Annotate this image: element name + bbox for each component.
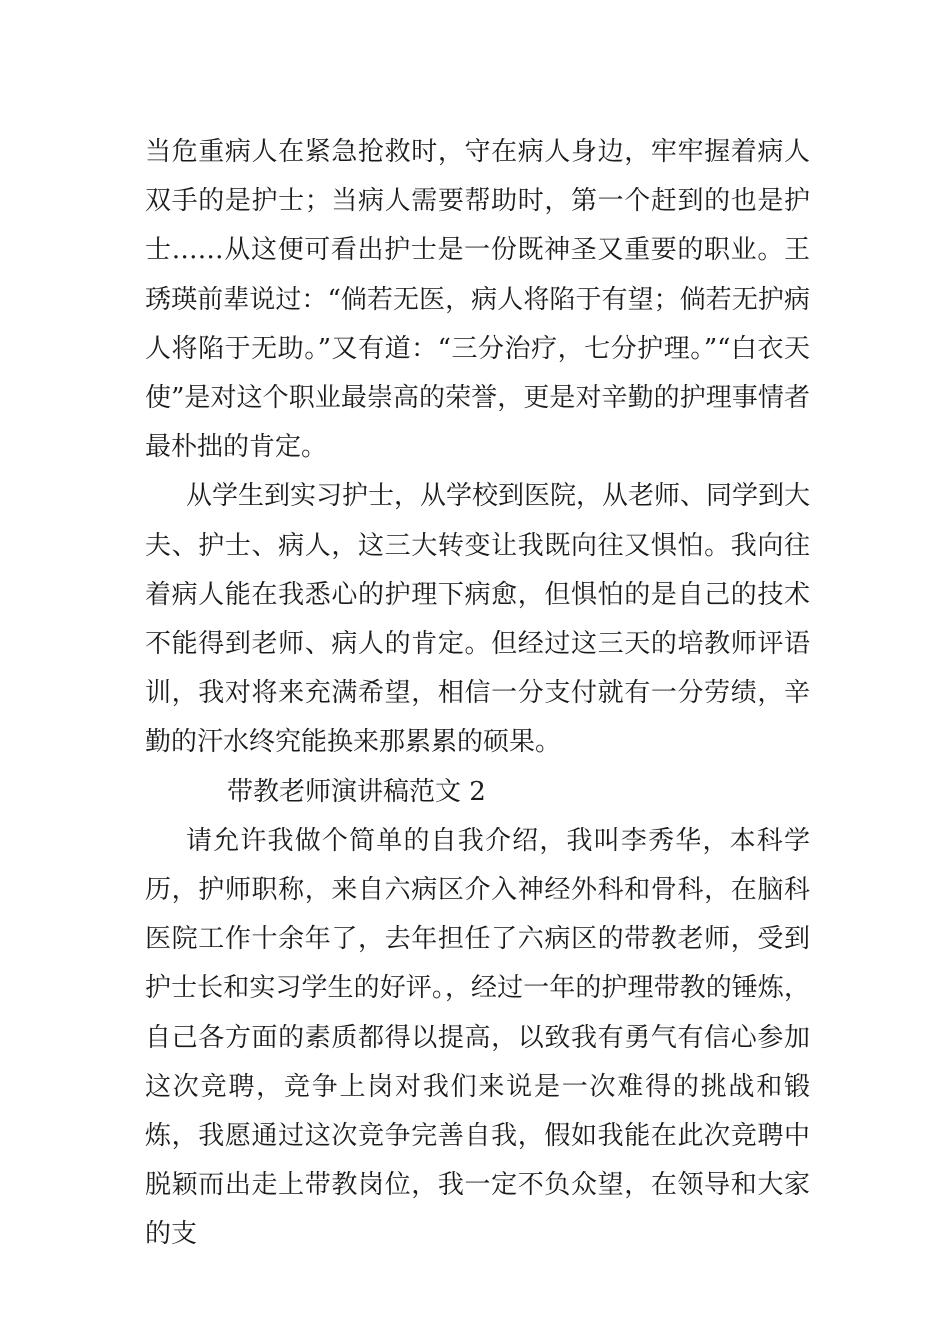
paragraph-2: 从学生到实习护士，从学校到医院，从老师、同学到大夫、护士、病人，这三大转变让我既向往又惧怕。我向往着病人能在我悉心的护理下病愈，但惧怕的是自己的技术不能得到老师、病人的肯定。但经过这三天的培教师评语训，我对将来充满希望，相信一分支付就有一分劳绩，辛勤的汗水终究能换来那累累的硕果。 <box>145 481 811 758</box>
paragraph-3: 请允许我做个简单的自我介绍，我叫李秀华，本科学历，护师职称，来自六病区介入神经外科和骨科，在脑科医院工作十余年了，去年担任了六病区的带教老师，受到护士长和实习学生的好评。，经过一年的护理带教的锤炼，自己各方面的素质都得以提高，以致我有勇气有信心参加这次竞聘，竞争上岗对我们来说是一次难得的挑战和锻炼，我愿通过这次竞争完善自我，假如我能在此次竞聘中脱颖而出走上带教岗位，我一定不负众望，在领导和大家的支 <box>145 825 810 1250</box>
paragraph-1: 当危重病人在紧急抢救时，守在病人身边，牢牢握着病人双手的是护士；当病人需要帮助时，第一个赶到的也是护士……从这便可看出护士是一份既神圣又重要的职业。王琇瑛前辈说过：“倘若无医，病人将陷于有望；倘若无护病人将陷于无助。”又有道：“三分治疗，七分护理。”“白衣天使”是对这个职业最崇高的荣誉，更是对辛勤的护理事情者最朴拙的肯定。 <box>145 137 810 463</box>
document-body <box>145 128 810 1260</box>
section-heading: 带教老师演讲稿范文 2 <box>227 776 486 807</box>
